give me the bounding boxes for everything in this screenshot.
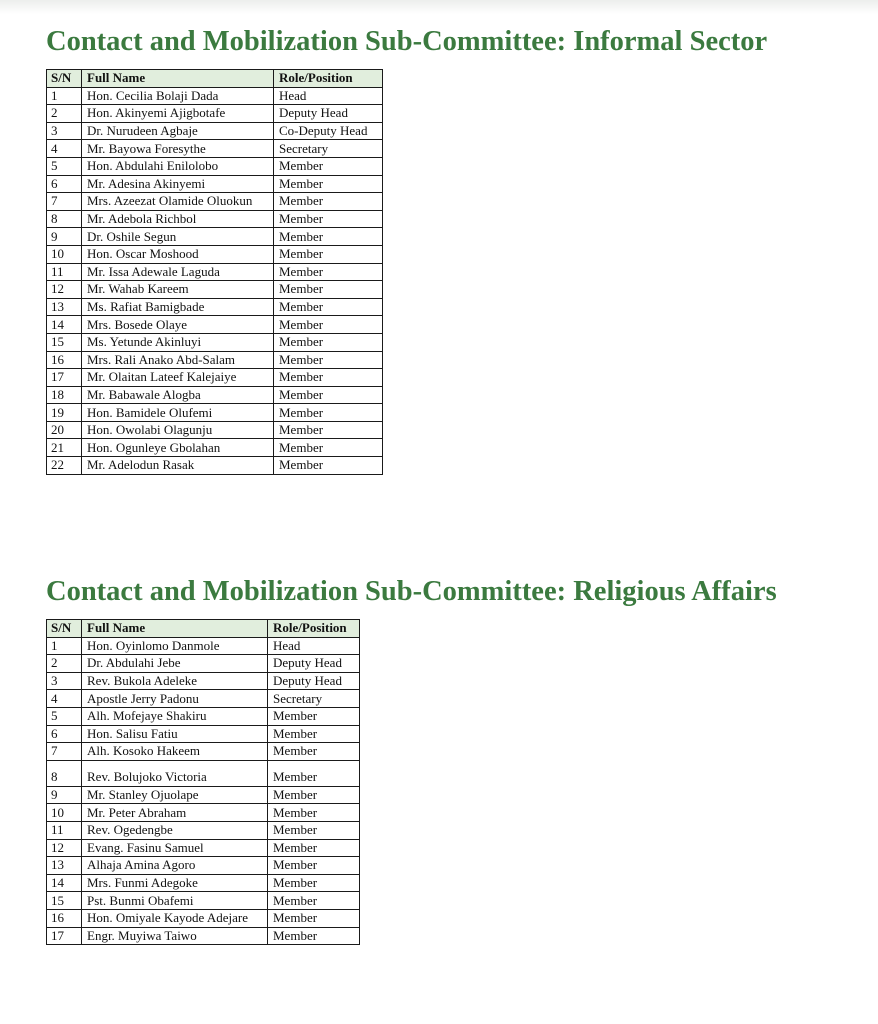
cell-role: Head <box>274 87 383 105</box>
top-shadow-bar <box>0 0 878 14</box>
cell-sn: 16 <box>47 351 82 369</box>
table-row <box>47 892 360 910</box>
table-row <box>47 743 360 761</box>
table-row <box>47 804 360 822</box>
cell-full-name: Pst. Bunmi Obafemi <box>82 892 268 910</box>
cell-role: Deputy Head <box>268 672 360 690</box>
column-header-role: Role/Position <box>268 620 360 638</box>
cell-sn: 6 <box>47 725 82 743</box>
table-row <box>47 369 383 387</box>
cell-sn: 16 <box>47 909 82 927</box>
table-header-row <box>47 620 360 638</box>
cell-full-name: Dr. Oshile Segun <box>82 228 274 246</box>
cell-role: Member <box>274 263 383 281</box>
section-title-informal-sector: Contact and Mobilization Sub-Committee: Informal Sector <box>46 26 768 57</box>
cell-sn: 4 <box>47 140 82 158</box>
cell-sn: 11 <box>47 263 82 281</box>
column-header-role: Role/Position <box>274 70 383 88</box>
table-row <box>47 333 383 351</box>
cell-sn: 13 <box>47 857 82 875</box>
table-row <box>47 316 383 334</box>
cell-full-name: Dr. Nurudeen Agbaje <box>82 122 274 140</box>
table-row <box>47 298 383 316</box>
cell-sn: 19 <box>47 404 82 422</box>
table-row <box>47 690 360 708</box>
cell-role: Member <box>274 281 383 299</box>
cell-full-name: Ms. Yetunde Akinluyi <box>82 333 274 351</box>
table-row <box>47 421 383 439</box>
table-body <box>47 87 383 474</box>
cell-full-name: Mr. Adebola Richbol <box>82 210 274 228</box>
cell-full-name: Mr. Peter Abraham <box>82 804 268 822</box>
cell-full-name: Hon. Ogunleye Gbolahan <box>82 439 274 457</box>
cell-full-name: Mrs. Azeezat Olamide Oluokun <box>82 193 274 211</box>
cell-sn: 8 <box>47 210 82 228</box>
table-row <box>47 672 360 690</box>
table-row <box>47 760 360 786</box>
cell-role: Head <box>268 637 360 655</box>
cell-sn: 4 <box>47 690 82 708</box>
column-header-sn: S/N <box>47 70 82 88</box>
table-row <box>47 210 383 228</box>
cell-role: Member <box>268 760 360 786</box>
table-header-row <box>47 70 383 88</box>
cell-role: Member <box>268 874 360 892</box>
table-row <box>47 157 383 175</box>
cell-role: Co-Deputy Head <box>274 122 383 140</box>
cell-full-name: Hon. Owolabi Olagunju <box>82 421 274 439</box>
table-row <box>47 404 383 422</box>
cell-role: Member <box>274 386 383 404</box>
cell-role: Member <box>274 316 383 334</box>
cell-sn: 14 <box>47 874 82 892</box>
cell-role: Member <box>274 421 383 439</box>
cell-full-name: Mr. Olaitan Lateef Kalejaiye <box>82 369 274 387</box>
cell-sn: 14 <box>47 316 82 334</box>
cell-full-name: Apostle Jerry Padonu <box>82 690 268 708</box>
cell-full-name: Mrs. Bosede Olaye <box>82 316 274 334</box>
table-row <box>47 175 383 193</box>
cell-sn: 15 <box>47 892 82 910</box>
cell-role: Member <box>274 333 383 351</box>
cell-sn: 7 <box>47 743 82 761</box>
cell-role: Member <box>268 725 360 743</box>
cell-sn: 3 <box>47 672 82 690</box>
cell-full-name: Alh. Kosoko Hakeem <box>82 743 268 761</box>
cell-sn: 15 <box>47 333 82 351</box>
table-row <box>47 637 360 655</box>
cell-full-name: Rev. Bolujoko Victoria <box>82 760 268 786</box>
religious-affairs-table <box>46 619 360 945</box>
cell-full-name: Rev. Ogedengbe <box>82 821 268 839</box>
table-row <box>47 193 383 211</box>
cell-full-name: Mrs. Rali Anako Abd-Salam <box>82 351 274 369</box>
cell-role: Member <box>268 909 360 927</box>
informal-sector-table <box>46 69 383 475</box>
table-row <box>47 839 360 857</box>
table-body <box>47 637 360 945</box>
cell-sn: 10 <box>47 245 82 263</box>
table-row <box>47 927 360 945</box>
section-title-religious-affairs: Contact and Mobilization Sub-Committee: Religious Affairs <box>46 576 777 607</box>
cell-full-name: Ms. Rafiat Bamigbade <box>82 298 274 316</box>
cell-full-name: Hon. Bamidele Olufemi <box>82 404 274 422</box>
column-header-sn: S/N <box>47 620 82 638</box>
table-row <box>47 140 383 158</box>
cell-full-name: Mr. Adelodun Rasak <box>82 457 274 475</box>
cell-role: Member <box>274 157 383 175</box>
cell-role: Member <box>274 351 383 369</box>
table-row <box>47 725 360 743</box>
cell-full-name: Hon. Salisu Fatiu <box>82 725 268 743</box>
table-row <box>47 351 383 369</box>
table-row <box>47 821 360 839</box>
cell-sn: 21 <box>47 439 82 457</box>
cell-role: Secretary <box>274 140 383 158</box>
cell-sn: 1 <box>47 87 82 105</box>
cell-full-name: Alh. Mofejaye Shakiru <box>82 707 268 725</box>
cell-sn: 9 <box>47 786 82 804</box>
table-row <box>47 386 383 404</box>
cell-sn: 12 <box>47 839 82 857</box>
column-header-full-name: Full Name <box>82 70 274 88</box>
cell-full-name: Rev. Bukola Adeleke <box>82 672 268 690</box>
cell-sn: 2 <box>47 105 82 123</box>
cell-role: Member <box>268 743 360 761</box>
cell-role: Member <box>268 839 360 857</box>
cell-role: Member <box>268 804 360 822</box>
cell-sn: 2 <box>47 655 82 673</box>
cell-role: Member <box>274 369 383 387</box>
cell-role: Member <box>268 857 360 875</box>
table-row <box>47 281 383 299</box>
table-row <box>47 439 383 457</box>
cell-sn: 17 <box>47 369 82 387</box>
cell-role: Member <box>274 228 383 246</box>
cell-role: Member <box>274 457 383 475</box>
cell-full-name: Mrs. Funmi Adegoke <box>82 874 268 892</box>
table-row <box>47 87 383 105</box>
cell-role: Member <box>268 927 360 945</box>
cell-sn: 7 <box>47 193 82 211</box>
cell-sn: 11 <box>47 821 82 839</box>
cell-sn: 13 <box>47 298 82 316</box>
cell-full-name: Hon. Abdulahi Enilolobo <box>82 157 274 175</box>
cell-full-name: Hon. Oscar Moshood <box>82 245 274 263</box>
cell-full-name: Mr. Issa Adewale Laguda <box>82 263 274 281</box>
table-row <box>47 655 360 673</box>
cell-role: Member <box>268 786 360 804</box>
table-row <box>47 228 383 246</box>
cell-role: Deputy Head <box>274 105 383 123</box>
table-row <box>47 857 360 875</box>
cell-sn: 5 <box>47 157 82 175</box>
table-row <box>47 786 360 804</box>
cell-full-name: Engr. Muyiwa Taiwo <box>82 927 268 945</box>
cell-full-name: Hon. Akinyemi Ajigbotafe <box>82 105 274 123</box>
cell-sn: 10 <box>47 804 82 822</box>
cell-full-name: Mr. Stanley Ojuolape <box>82 786 268 804</box>
cell-sn: 12 <box>47 281 82 299</box>
cell-sn: 22 <box>47 457 82 475</box>
cell-sn: 3 <box>47 122 82 140</box>
table-row <box>47 245 383 263</box>
cell-role: Member <box>268 892 360 910</box>
cell-role: Deputy Head <box>268 655 360 673</box>
cell-full-name: Mr. Bayowa Foresythe <box>82 140 274 158</box>
cell-full-name: Dr. Abdulahi Jebe <box>82 655 268 673</box>
cell-role: Member <box>274 175 383 193</box>
table-row <box>47 707 360 725</box>
cell-role: Member <box>274 298 383 316</box>
cell-role: Member <box>274 404 383 422</box>
cell-sn: 6 <box>47 175 82 193</box>
cell-role: Member <box>274 245 383 263</box>
cell-role: Member <box>268 707 360 725</box>
cell-sn: 1 <box>47 637 82 655</box>
cell-full-name: Mr. Adesina Akinyemi <box>82 175 274 193</box>
table-row <box>47 105 383 123</box>
cell-full-name: Alhaja Amina Agoro <box>82 857 268 875</box>
cell-role: Member <box>274 439 383 457</box>
cell-sn: 8 <box>47 760 82 786</box>
cell-sn: 9 <box>47 228 82 246</box>
column-header-full-name: Full Name <box>82 620 268 638</box>
cell-full-name: Hon. Omiyale Kayode Adejare <box>82 909 268 927</box>
cell-role: Member <box>274 193 383 211</box>
cell-sn: 17 <box>47 927 82 945</box>
cell-sn: 5 <box>47 707 82 725</box>
cell-sn: 18 <box>47 386 82 404</box>
cell-sn: 20 <box>47 421 82 439</box>
table-row <box>47 874 360 892</box>
table-row <box>47 122 383 140</box>
cell-full-name: Mr. Babawale Alogba <box>82 386 274 404</box>
table-row <box>47 909 360 927</box>
cell-role: Secretary <box>268 690 360 708</box>
cell-full-name: Hon. Oyinlomo Danmole <box>82 637 268 655</box>
table-row <box>47 457 383 475</box>
table-row <box>47 263 383 281</box>
cell-full-name: Hon. Cecilia Bolaji Dada <box>82 87 274 105</box>
cell-full-name: Evang. Fasinu Samuel <box>82 839 268 857</box>
cell-role: Member <box>268 821 360 839</box>
cell-full-name: Mr. Wahab Kareem <box>82 281 274 299</box>
cell-role: Member <box>274 210 383 228</box>
